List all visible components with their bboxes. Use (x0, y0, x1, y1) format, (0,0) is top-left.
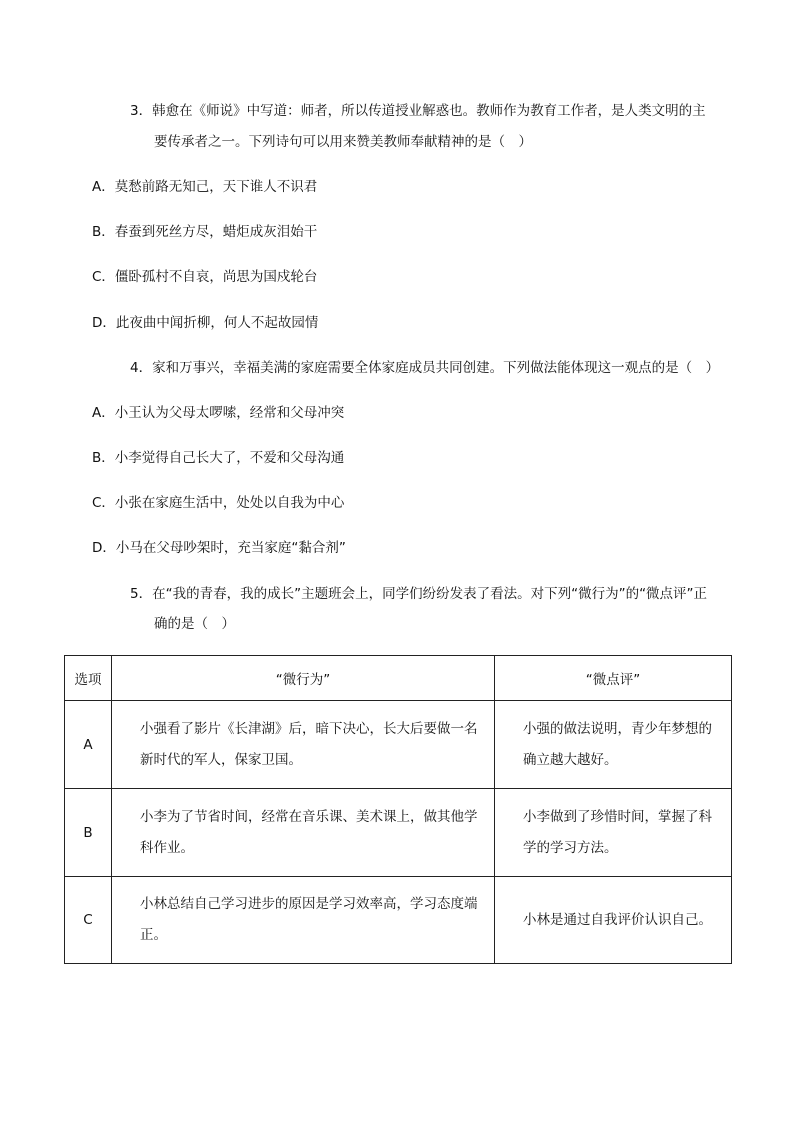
q5-table (64, 655, 732, 964)
row-behavior: 小林总结自己学习进步的原因是学习效率高，学习态度端正。 (140, 896, 478, 943)
q4-option-d: D．小马在父母吵架时，充当家庭“黏合剂” (92, 540, 346, 556)
row-option: C (65, 877, 112, 964)
q4-option-a: A．小王认为父母太啰嗦，经常和父母冲突 (92, 405, 345, 421)
q3-option-d: D．此夜曲中闻折柳，何人不起故园情 (92, 315, 319, 331)
q5-stem-line1: 5．在“我的青春，我的成长”主题班会上，同学们纷纷发表了看法。对下列“微行为”的“微点评”正 (130, 586, 708, 602)
q3-option-b: B．春蚕到死丝方尽，蜡炬成灰泪始干 (92, 224, 318, 240)
q3-option-a: A．莫愁前路无知己，天下谁人不识君 (92, 179, 318, 195)
q3-stem-line1: 3．韩愈在《师说》中写道：师者，所以传道授业解惑也。教师作为教育工作者，是人类文明的主 (130, 103, 706, 119)
q4-option-b: B．小李觉得自己长大了，不爱和父母沟通 (92, 450, 345, 466)
q4-option-c: C．小张在家庭生活中，处处以自我为中心 (92, 495, 345, 511)
header-option: 选项 (65, 656, 112, 701)
row-comment: 小李做到了珍惜时间，掌握了科学的学习方法。 (523, 808, 712, 856)
row-behavior: 小强看了影片《长津湖》后，暗下决心，长大后要做一名新时代的军人，保家卫国。 (140, 720, 478, 768)
q3-option-c: C．僵卧孤村不自哀，尚思为国戍轮台 (92, 269, 318, 285)
row-option: A (65, 701, 112, 789)
header-behavior: “微行为” (112, 656, 495, 701)
q5-stem-line2: 确的是（ ） (154, 616, 235, 632)
table-row (65, 701, 732, 789)
row-comment: 小林是通过自我评价认识自己。 (523, 911, 712, 928)
row-comment: 小强的做法说明，青少年梦想的确立越大越好。 (523, 720, 712, 768)
q4-stem-line1: 4．家和万事兴，幸福美满的家庭需要全体家庭成员共同创建。下列做法能体现这一观点的是（ ） (130, 360, 720, 376)
q3-stem-line2: 要传承者之一。下列诗句可以用来赞美教师奉献精神的是（ ） (154, 134, 532, 150)
table-row (65, 789, 732, 877)
table-header-row (65, 656, 732, 701)
header-comment: “微点评” (495, 656, 732, 701)
table-row (65, 877, 732, 964)
row-behavior: 小李为了节省时间，经常在音乐课、美术课上，做其他学科作业。 (140, 808, 478, 856)
row-option: B (65, 789, 112, 877)
